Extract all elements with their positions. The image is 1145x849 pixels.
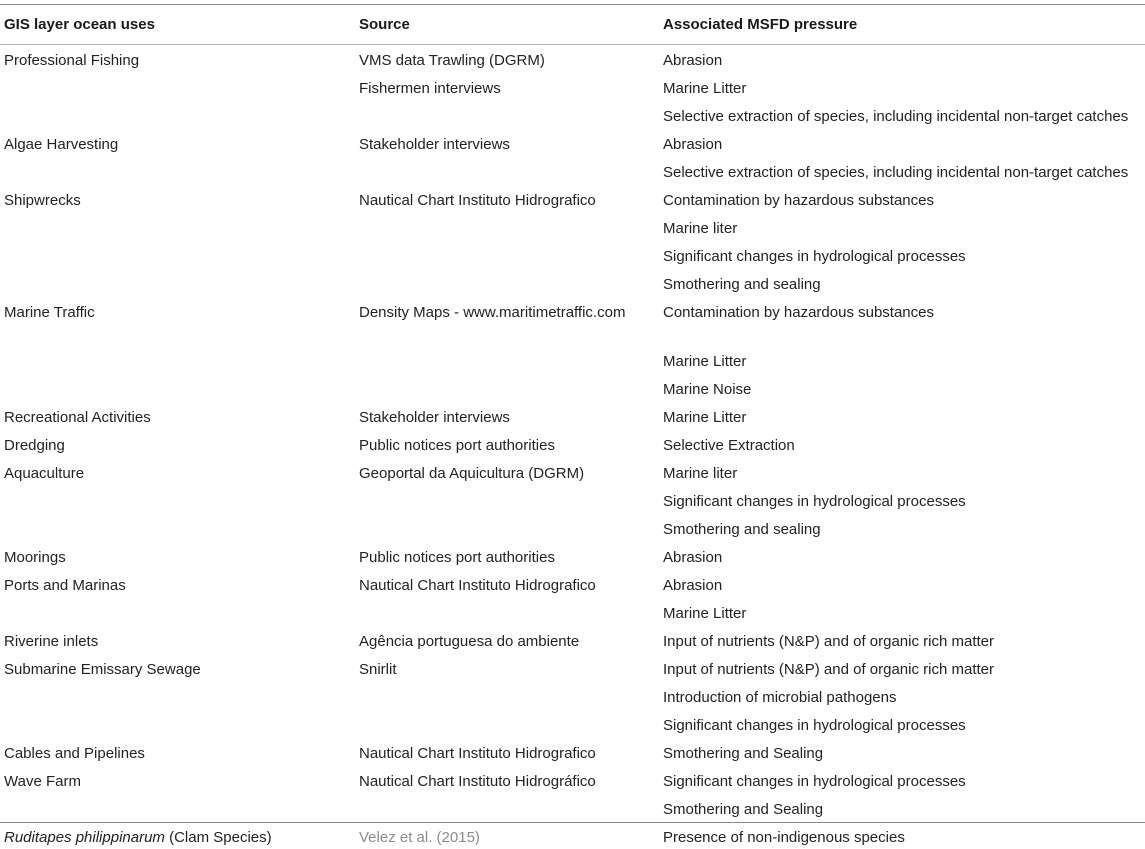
cell-source-text — [359, 513, 659, 519]
cell-pressure-text: Significant changes in hydrological processes — [663, 717, 966, 734]
cell-ocean-use-text: Aquaculture — [4, 465, 85, 482]
cell-pressure-text: Marine liter — [663, 220, 738, 237]
cell-pressure — [659, 513, 1145, 541]
cell-ocean-use-text: Moorings — [4, 549, 66, 566]
cell-ocean-use-text — [4, 821, 355, 849]
cell-pressure-text: Selective extraction of species, including incidental non-target catches — [663, 108, 1129, 125]
cell-source-text — [359, 268, 659, 274]
cell-pressure — [659, 737, 1145, 765]
cell-ocean-use-text — [4, 100, 355, 106]
cell-pressure-text: Smothering and sealing — [663, 276, 821, 293]
cell-source — [355, 541, 659, 569]
table-row — [0, 240, 1145, 268]
cell-pressure — [659, 765, 1145, 793]
cell-pressure-text: Presence of non-indigenous species — [663, 829, 905, 846]
cell-source-text: Public notices port authorities — [359, 549, 555, 566]
table-row — [0, 212, 1145, 240]
cell-source — [355, 72, 659, 100]
cell-ocean-use — [0, 597, 355, 625]
cell-source-text: Stakeholder interviews — [359, 136, 510, 153]
cell-ocean-use-text — [4, 268, 355, 274]
table-body — [0, 44, 1145, 849]
table-row — [0, 653, 1145, 681]
cell-pressure-text: Contamination by hazardous substances — [663, 192, 934, 209]
cell-pressure — [659, 485, 1145, 513]
cell-ocean-use-text: Shipwrecks — [4, 192, 81, 209]
cell-source — [355, 821, 659, 849]
table-row — [0, 429, 1145, 457]
table-row — [0, 44, 1145, 72]
cell-source-text: Nautical Chart Instituto Hidrografico — [359, 745, 596, 762]
cell-source — [355, 373, 659, 401]
cell-pressure-text: Marine Noise — [663, 381, 752, 398]
cell-pressure — [659, 625, 1145, 653]
cell-ocean-use — [0, 681, 355, 709]
cell-pressure — [659, 597, 1145, 625]
cell-ocean-use-text: Dredging — [4, 437, 65, 454]
cell-pressure-text: Significant changes in hydrological processes — [663, 773, 966, 790]
species-descriptor: (Clam Species) — [164, 829, 272, 846]
cell-pressure — [659, 296, 1145, 345]
cell-source — [355, 268, 659, 296]
cell-source — [355, 709, 659, 737]
cell-pressure-text: Smothering and Sealing — [663, 801, 824, 818]
cell-source — [355, 625, 659, 653]
cell-pressure-text: Marine Litter — [663, 605, 747, 622]
cell-source — [355, 212, 659, 240]
table-row — [0, 765, 1145, 793]
cell-ocean-use — [0, 457, 355, 485]
cell-ocean-use — [0, 569, 355, 597]
cell-pressure — [659, 569, 1145, 597]
cell-ocean-use — [0, 212, 355, 240]
cell-ocean-use-text: Submarine Emissary Sewage — [4, 661, 201, 678]
species-name: Ruditapes philippinarum — [4, 829, 165, 846]
cell-ocean-use-text — [4, 72, 355, 78]
cell-ocean-use — [0, 401, 355, 429]
cell-pressure — [659, 156, 1145, 184]
cell-pressure — [659, 268, 1145, 296]
table-row — [0, 485, 1145, 513]
cell-source-text — [359, 709, 659, 715]
cell-ocean-use-text: Wave Farm — [4, 773, 81, 790]
cell-source — [355, 156, 659, 184]
cell-source-text: Fishermen interviews — [359, 80, 501, 97]
cell-pressure-text: Abrasion — [663, 52, 723, 69]
data-table — [0, 5, 1145, 849]
cell-pressure — [659, 821, 1145, 849]
cell-ocean-use — [0, 737, 355, 765]
cell-pressure-text: Significant changes in hydrological processes — [663, 248, 966, 265]
table-row — [0, 793, 1145, 821]
cell-source — [355, 44, 659, 72]
cell-ocean-use — [0, 625, 355, 653]
cell-ocean-use-text: Cables and Pipelines — [4, 745, 145, 762]
cell-source-text — [359, 100, 659, 106]
cell-pressure — [659, 429, 1145, 457]
table-row — [0, 625, 1145, 653]
cell-pressure-text: Selective Extraction — [663, 437, 795, 454]
cell-ocean-use — [0, 44, 355, 72]
cell-source-text: Nautical Chart Instituto Hidrografico — [359, 577, 596, 594]
table-row — [0, 541, 1145, 569]
cell-ocean-use — [0, 429, 355, 457]
cell-pressure-text: Contamination by hazardous substances — [663, 304, 934, 321]
header-msfd-pressure: Associated MSFD pressure — [663, 16, 858, 33]
cell-source-text — [359, 681, 659, 687]
cell-ocean-use — [0, 541, 355, 569]
table-row — [0, 401, 1145, 429]
cell-pressure — [659, 128, 1145, 156]
table-row — [0, 513, 1145, 541]
cell-ocean-use-text — [4, 240, 355, 246]
cell-ocean-use — [0, 345, 355, 373]
table-row — [0, 184, 1145, 212]
cell-ocean-use — [0, 653, 355, 681]
table-row — [0, 296, 1145, 345]
cell-source-text — [359, 156, 659, 162]
cell-ocean-use-text: Recreational Activities — [4, 409, 151, 426]
cell-source-text: VMS data Trawling (DGRM) — [359, 52, 545, 69]
table-row — [0, 457, 1145, 485]
table-row — [0, 821, 1145, 849]
cell-ocean-use — [0, 184, 355, 212]
cell-source — [355, 653, 659, 681]
table-row — [0, 128, 1145, 156]
cell-source — [355, 100, 659, 128]
cell-source-text — [359, 597, 659, 603]
table-row — [0, 100, 1145, 128]
cell-ocean-use — [0, 513, 355, 541]
cell-ocean-use-text: Marine Traffic — [4, 304, 95, 321]
cell-pressure — [659, 240, 1145, 268]
table-row — [0, 156, 1145, 184]
cell-ocean-use-text: Riverine inlets — [4, 633, 99, 650]
cell-source — [355, 184, 659, 212]
cell-ocean-use-text — [4, 156, 355, 162]
cell-source-text: Nautical Chart Instituto Hidrográfico — [359, 773, 596, 790]
cell-pressure — [659, 793, 1145, 821]
table-row — [0, 72, 1145, 100]
cell-source — [355, 240, 659, 268]
cell-pressure — [659, 44, 1145, 72]
cell-pressure — [659, 100, 1145, 128]
cell-pressure — [659, 681, 1145, 709]
cell-ocean-use-text: Professional Fishing — [4, 52, 140, 69]
cell-source-text: Nautical Chart Instituto Hidrografico — [359, 192, 596, 209]
cell-pressure-text: Smothering and Sealing — [663, 745, 824, 762]
cell-ocean-use — [0, 268, 355, 296]
table-row — [0, 709, 1145, 737]
cell-source — [355, 765, 659, 793]
table-header — [0, 5, 1145, 44]
cell-ocean-use-text — [4, 681, 355, 687]
cell-pressure-text: Introduction of microbial pathogens — [663, 689, 897, 706]
cell-pressure-text: Abrasion — [663, 136, 723, 153]
cell-pressure — [659, 541, 1145, 569]
cell-ocean-use-text — [4, 709, 355, 715]
cell-pressure-text: Significant changes in hydrological processes — [663, 493, 966, 510]
cell-pressure-text: Input of nutrients (N&P) and of organic rich matter — [663, 633, 994, 650]
cell-ocean-use-text — [4, 597, 355, 603]
cell-pressure-text: Smothering and sealing — [663, 521, 821, 538]
table-row — [0, 268, 1145, 296]
header-row — [0, 5, 1145, 44]
cell-ocean-use-text — [4, 793, 355, 799]
cell-source-text: Geoportal da Aquicultura (DGRM) — [359, 465, 585, 482]
cell-pressure — [659, 212, 1145, 240]
cell-ocean-use — [0, 485, 355, 513]
cell-ocean-use — [0, 373, 355, 401]
cell-ocean-use-text — [4, 212, 355, 218]
table-row — [0, 681, 1145, 709]
cell-source — [355, 513, 659, 541]
cell-source — [355, 429, 659, 457]
cell-pressure-text: Marine liter — [663, 465, 738, 482]
cell-pressure-text: Input of nutrients (N&P) and of organic rich matter — [663, 661, 994, 678]
cell-ocean-use — [0, 128, 355, 156]
cell-pressure-text: Selective extraction of species, including incidental non-target catches — [663, 164, 1129, 181]
cell-source-text: Snirlit — [359, 661, 397, 678]
cell-ocean-use — [0, 296, 355, 345]
cell-source — [355, 485, 659, 513]
cell-source-text: Density Maps - www.maritimetraffic.com — [359, 304, 626, 321]
cell-source — [355, 296, 659, 345]
cell-ocean-use-text — [4, 485, 355, 491]
cell-ocean-use — [0, 709, 355, 737]
cell-pressure-text: Abrasion — [663, 577, 723, 594]
cell-pressure — [659, 373, 1145, 401]
cell-pressure — [659, 709, 1145, 737]
cell-source-text: Stakeholder interviews — [359, 409, 510, 426]
cell-pressure-text: Marine Litter — [663, 80, 747, 97]
cell-pressure — [659, 653, 1145, 681]
cell-source — [355, 681, 659, 709]
cell-source — [355, 401, 659, 429]
cell-source-text: Public notices port authorities — [359, 437, 555, 454]
cell-source-text — [359, 212, 659, 218]
cell-source — [355, 737, 659, 765]
header-ocean-uses: GIS layer ocean uses — [4, 16, 155, 33]
cell-pressure — [659, 457, 1145, 485]
cell-source — [355, 128, 659, 156]
cell-ocean-use — [0, 100, 355, 128]
cell-ocean-use-text — [4, 345, 355, 351]
cell-pressure-text: Marine Litter — [663, 409, 747, 426]
cell-source — [355, 345, 659, 373]
cell-ocean-use — [0, 72, 355, 100]
cell-ocean-use — [0, 156, 355, 184]
cell-ocean-use-text: Ports and Marinas — [4, 577, 126, 594]
cell-source — [355, 569, 659, 597]
cell-source-text: Agência portuguesa do ambiente — [359, 633, 580, 650]
header-source: Source — [359, 16, 410, 33]
cell-ocean-use-text — [4, 373, 355, 379]
cell-source-text — [359, 793, 659, 799]
cell-ocean-use — [0, 240, 355, 268]
cell-source-text — [359, 345, 659, 351]
cell-pressure — [659, 72, 1145, 100]
cell-source — [355, 597, 659, 625]
cell-ocean-use — [0, 821, 355, 849]
cell-pressure-text: Marine Litter — [663, 353, 747, 370]
table-row — [0, 597, 1145, 625]
cell-pressure — [659, 401, 1145, 429]
table-row — [0, 345, 1145, 373]
cell-source-text — [359, 485, 659, 491]
cell-source-text — [359, 240, 659, 246]
cell-pressure — [659, 184, 1145, 212]
citation-link[interactable]: Velez et al. (2015) — [359, 829, 480, 846]
table-row — [0, 373, 1145, 401]
cell-ocean-use-text — [4, 513, 355, 519]
cell-ocean-use — [0, 765, 355, 793]
cell-pressure — [659, 345, 1145, 373]
table-row — [0, 569, 1145, 597]
cell-ocean-use — [0, 793, 355, 821]
cell-source-text — [359, 373, 659, 379]
cell-ocean-use-text: Algae Harvesting — [4, 136, 119, 153]
table-row — [0, 737, 1145, 765]
cell-pressure-text: Abrasion — [663, 549, 723, 566]
cell-source — [355, 793, 659, 821]
cell-source — [355, 457, 659, 485]
